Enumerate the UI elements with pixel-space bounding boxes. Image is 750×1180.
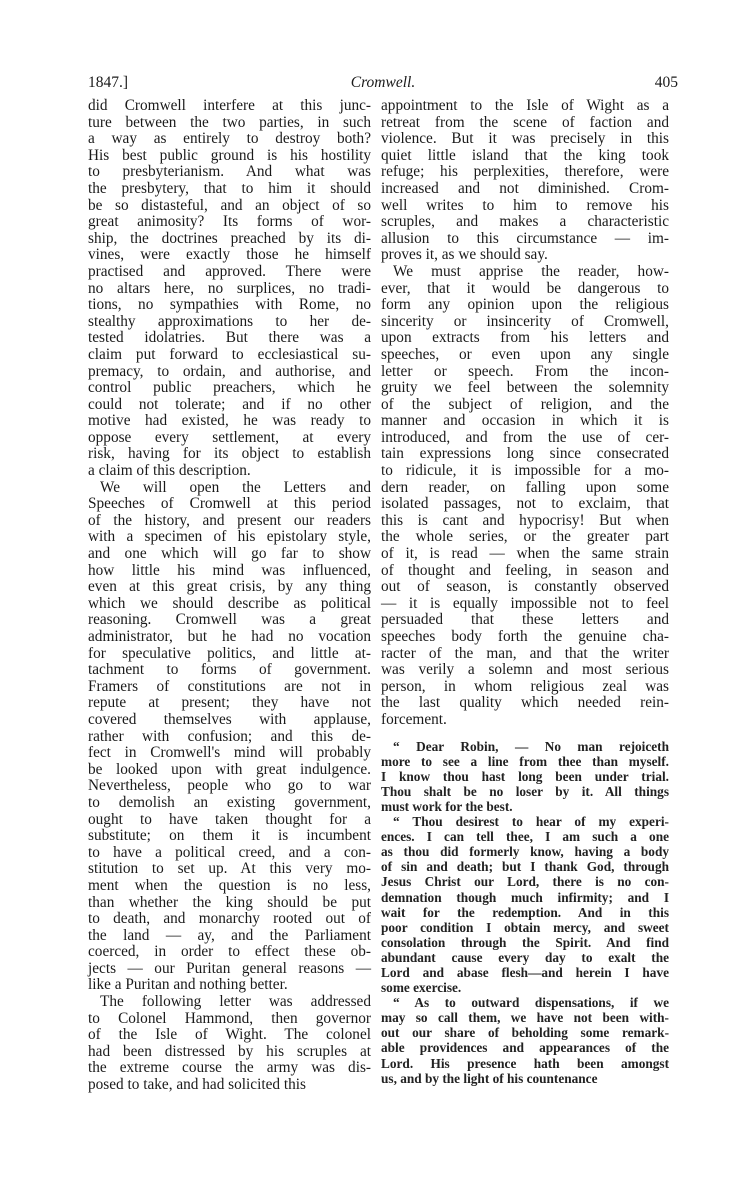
text-line: ences. I can tell thee, I am such a one [381,829,669,845]
text-line: “ As to outward dispensations, if we [393,995,669,1011]
text-line: no altars here, no surplices, no tradi- [88,279,371,297]
text-line: a way as entirely to destroy both? [88,130,371,148]
text-line: vines, were exactly those he himself [88,246,371,264]
text-line: Nevertheless, people who go to war [88,777,371,795]
text-line: be looked upon with great indulgence. [88,760,371,778]
text-line: of it, is read — when the same strain [381,545,669,563]
text-line: may so call them, we have not been with- [381,1010,669,1026]
text-line: claim put forward to ecclesiastical su- [88,345,371,363]
text-line: premacy, to ordain, and authorise, and [88,362,371,380]
text-line: as thou did formerly know, having a body [381,844,669,860]
letter-quote [381,739,669,1086]
text-line: proves it, as we should say. [381,246,548,264]
text-line: increased and not diminished. Crom- [381,179,669,197]
text-line: and one which will go far to show [88,545,371,563]
text-line: a claim of this description. [88,462,251,480]
text-line: speeches, or even upon any single [381,345,669,363]
text-line: repute at present; they have not [88,694,371,712]
text-line: rather with confusion; and this de- [88,727,371,745]
text-line: retreat from the scene of faction and [381,113,669,131]
text-line: ever, that it would be dangerous to [381,279,669,297]
text-line: how little his mind was influenced, [88,561,371,579]
text-line: Jesus Christ our Lord, there is no con- [381,874,669,890]
right-column [381,98,669,1086]
text-line: covered themselves with applause, [88,710,371,728]
text-line: of sin and death; but I thank God, through [381,859,669,875]
text-line: violence. But it was precisely in this [381,130,669,148]
text-line: “ Thou desirest to hear of my experi- [393,814,669,830]
text-line: administrator, but he had no vocation [88,628,371,645]
text-line: isolated passages, not to exclaim, that [381,495,669,513]
text-line: of thought and feeling, in season and [381,561,669,579]
text-line: posed to take, and had solicited this [88,1076,306,1094]
text-line: out our share of beholding some remark- [381,1025,669,1041]
text-line: tain expressions long since consecrated [381,445,669,463]
right-column-body [381,98,669,729]
text-line: tions, no sympathies with Rome, no [88,296,371,314]
text-line: to Colonel Hammond, then governor [88,1009,371,1027]
text-line: coerced, in order to effect these ob- [88,943,371,961]
header-title: Cromwell. [350,74,416,91]
text-line: poor condition I obtain mercy, and sweet [381,919,669,935]
text-line: ment when the question is no less, [88,876,371,894]
text-line: speeches body forth the genuine cha- [381,628,669,645]
text-line: Thou shalt be no loser by it. All things [381,783,669,799]
page-number: 405 [654,74,678,91]
text-line: able providences and appearances of the [381,1040,669,1056]
book-page [88,74,678,1094]
text-line: reasoning. Cromwell was a great [88,611,371,629]
text-line: Framers of constitutions are not in [88,677,371,695]
text-line: person, in whom religious zeal was [381,677,669,695]
text-line: was verily a solemn and most serious [381,661,669,679]
text-line: must work for the best. [381,798,513,814]
text-line: “ Dear Robin, — No man rejoiceth [393,738,669,754]
left-column [88,98,371,1094]
text-line: great animosity? Its forms of wor- [88,213,371,231]
text-line: abundant cause every day to exalt the [381,949,669,965]
text-line: sincerity or insincerity of Cromwell, [381,312,669,330]
text-line: refuge; his perplexities, therefore, were [381,163,669,181]
text-line: stitution to set up. At this very mo- [88,860,371,878]
text-line: could not tolerate; and if no other [88,395,371,413]
text-line: substitute; on them it is incumbent [88,827,371,845]
text-line: I know thou hast long been under trial. [381,768,669,784]
text-line: the whole series, or the greater part [381,528,669,546]
text-line: to death, and monarchy rooted out of [88,910,371,928]
text-line: tachment to forms of government. [88,661,371,679]
header-year: 1847.] [88,74,129,91]
text-line: to ridicule, it is impossible for a mo- [381,462,669,480]
text-line: allusion to this circumstance — im- [381,229,669,247]
text-line: manner and occasion in which it is [381,412,669,430]
text-line: The following letter was addressed [100,993,371,1011]
text-line: appointment to the Isle of Wight as a [381,97,669,114]
text-line: well writes to him to remove his [381,196,669,214]
text-line: the presbytery, that to him it should [88,179,371,197]
text-line: to demolish an existing government, [88,793,371,811]
text-line: out of season, is constantly observed [381,578,669,596]
text-line: Lord. His presence hath been amongst [381,1055,669,1071]
text-line: more to see a line from thee than myself. [381,753,669,769]
text-line: the last quality which needed rein- [381,694,669,712]
text-line: to presbyterianism. And what was [88,163,371,181]
text-line: with a specimen of his epistolary style, [88,528,371,546]
text-line: did Cromwell interfere at this junc- [88,97,371,114]
text-line: racter of the man, and that the writer [381,644,669,662]
text-line: scruples, and makes a characteristic [381,213,669,231]
running-header [88,74,678,96]
text-line: wait for the redemption. And in this [381,904,669,920]
text-line: motive had existed, he was ready to [88,412,371,430]
text-line: than whether the king should be put [88,893,371,911]
text-line: this is cant and hypocrisy! But when [381,511,669,529]
text-line: upon extracts from his letters and [381,329,669,347]
text-line: We will open the Letters and [100,478,371,496]
text-line: some exercise. [381,980,462,996]
text-line: consolation through the Spirit. And find [381,934,669,950]
text-line: even at this great crisis, by any thing [88,578,371,596]
text-line: forcement. [381,710,447,728]
text-line: — it is equally impossible not to feel [381,594,669,612]
text-line: fect in Cromwell's mind will probably [88,744,371,762]
text-line: quiet little island that the king took [381,146,669,164]
text-line: be so distasteful, and an object of so [88,196,371,214]
text-line: risk, having for its object to establish [88,445,371,463]
text-line: His best public ground is his hostility [88,146,371,164]
text-line: letter or speech. From the incon- [381,362,669,380]
text-line: which we should describe as political [88,594,371,612]
text-line: us, and by the light of his countenance [381,1070,598,1086]
text-line: of the subject of religion, and the [381,395,669,413]
text-line: for speculative politics, and little at- [88,644,371,662]
text-line: gruity we feel between the solemnity [381,379,669,397]
text-line: control public preachers, which he [88,379,371,397]
text-line: of the Isle of Wight. The colonel [88,1026,371,1044]
text-line: of the history, and present our readers [88,511,371,529]
text-line: Speeches of Cromwell at this period [88,495,371,513]
text-line: Lord and abase flesh—and herein I have [381,964,669,980]
text-line: We must apprise the reader, how- [393,262,669,280]
text-line: ture between the two parties, in such [88,113,371,131]
text-line: the extreme course the army was dis- [88,1059,371,1077]
text-line: jects — our Puritan general reasons — [88,959,371,977]
text-line: had been distressed by his scruples at [88,1042,371,1060]
text-line: ship, the doctrines preached by its di- [88,229,371,247]
text-line: dern reader, on falling upon some [381,478,669,496]
text-line: like a Puritan and nothing better. [88,976,288,994]
text-line: the land — ay, and the Parliament [88,926,371,944]
text-line: persuaded that these letters and [381,611,669,629]
text-line: practised and approved. There were [88,262,371,280]
text-line: ought to have taken thought for a [88,810,371,828]
text-line: demnation though much infirmity; and I [381,889,669,905]
text-line: to have a political creed, and a con- [88,843,371,861]
text-line: form any opinion upon the religious [381,296,669,314]
text-line: tested idolatries. But there was a [88,329,371,347]
text-line: oppose every settlement, at every [88,428,371,446]
text-line: stealthy approximations to her de- [88,312,371,330]
text-line: introduced, and from the use of cer- [381,428,669,446]
